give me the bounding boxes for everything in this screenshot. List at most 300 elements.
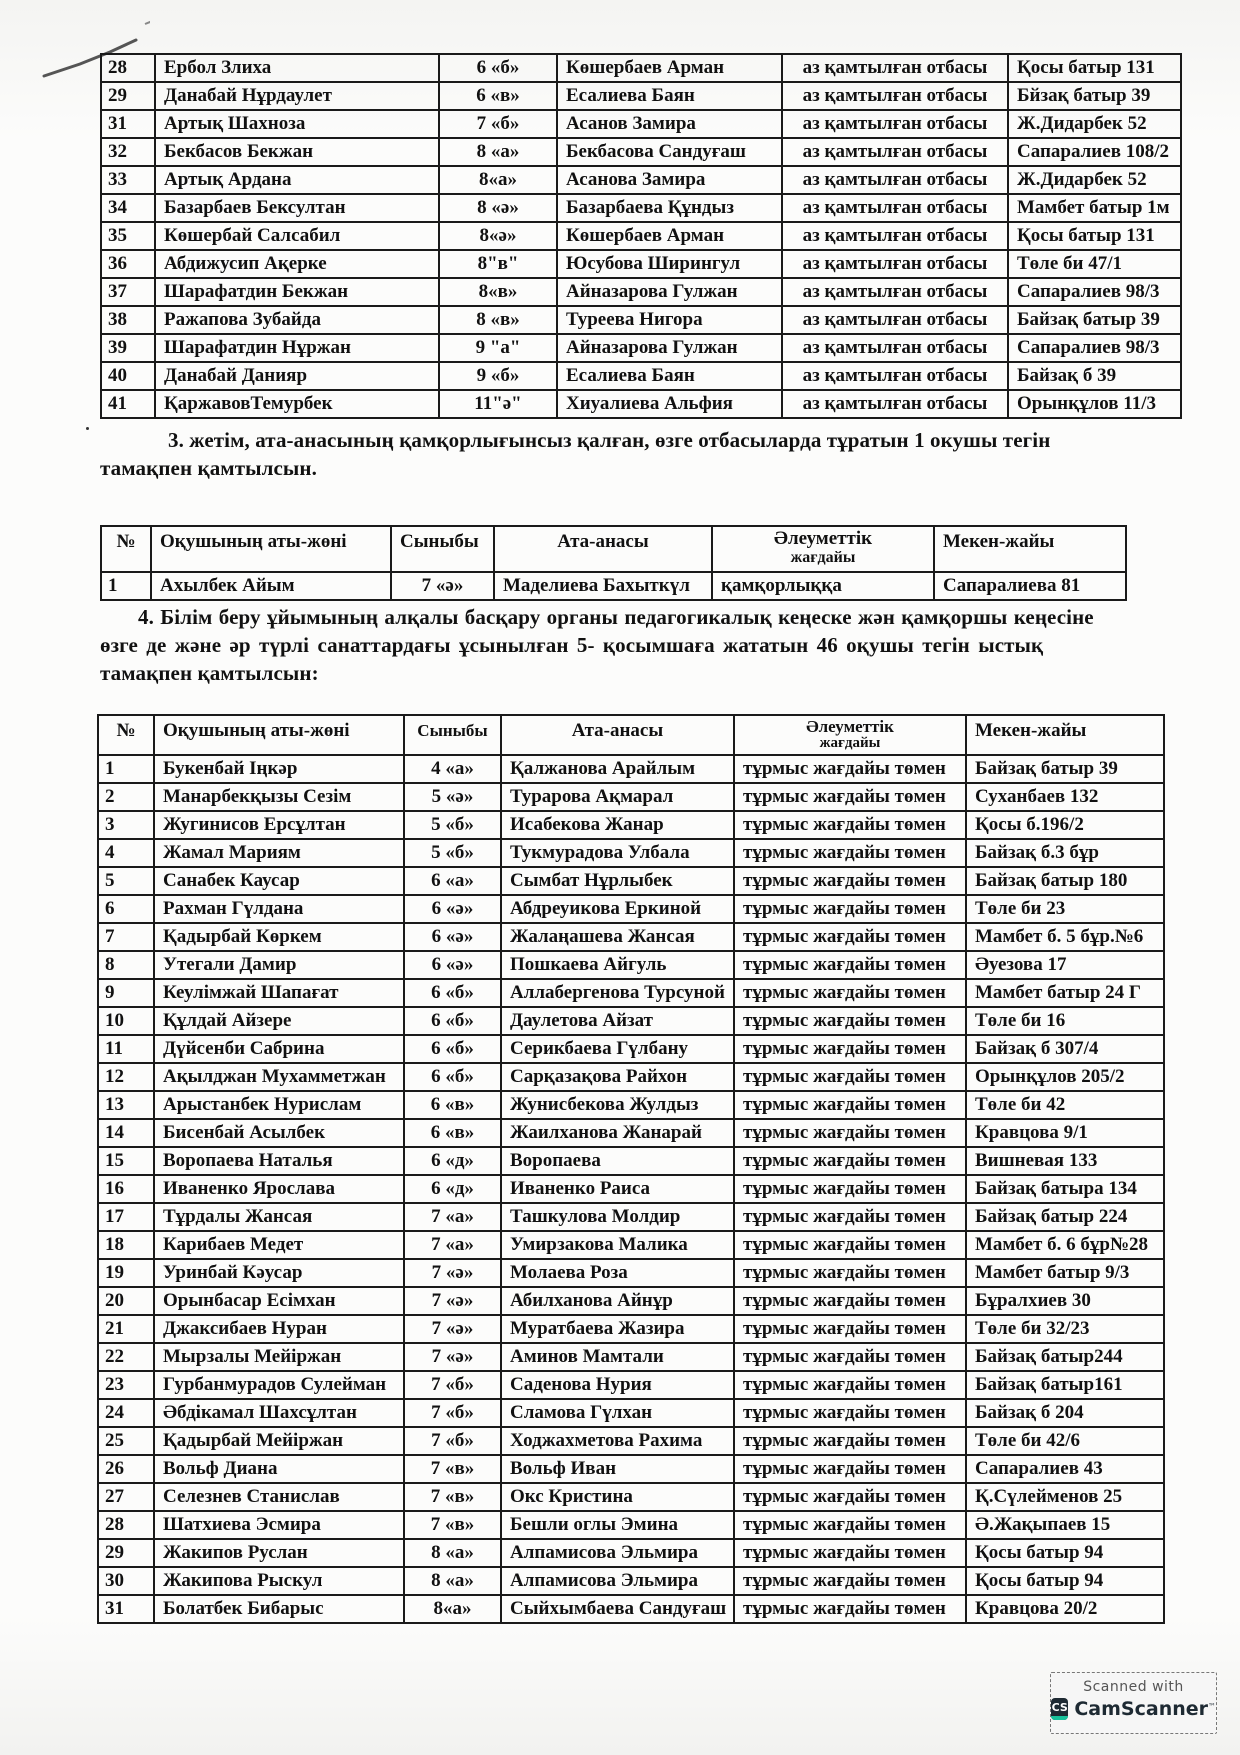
social-status-cell: тұрмыс жағдайы төмен [734,1287,966,1315]
social-status-cell: тұрмыс жағдайы төмен [734,923,966,951]
social-status-cell: тұрмыс жағдайы төмен [734,1259,966,1287]
student-name-cell: Шатхиева Эсмира [154,1511,404,1539]
address-cell: Қосы батыр 94 [966,1567,1164,1595]
social-status-cell: тұрмыс жағдайы төмен [734,1231,966,1259]
row-number-cell: 38 [101,306,155,334]
student-name-cell: Бекбасов Бекжан [155,138,439,166]
student-name-cell: Ербол Злиха [155,54,439,82]
social-status-cell: тұрмыс жағдайы төмен [734,839,966,867]
section-4-line-3: тамақпен қамтылсын: [100,661,319,685]
social-status-cell: қамқорлыққа [712,572,934,600]
parent-name-cell: Умирзакова Малика [501,1231,734,1259]
table-body [101,54,1181,418]
social-status-cell: тұрмыс жағдайы төмен [734,867,966,895]
row-number-cell: 33 [101,166,155,194]
row-number-cell: 28 [101,54,155,82]
class-grade-cell: 8 «а» [404,1567,501,1595]
social-status-cell: аз қамтылған отбасы [782,166,1008,194]
student-name-cell: Дүйсенби Сабрина [154,1035,404,1063]
class-grade-cell: 6 «ә» [404,923,501,951]
parent-name-cell: Сарқазақова Райхон [501,1063,734,1091]
parent-name-cell: Есалиева Баян [557,82,782,110]
row-number-cell: 35 [101,222,155,250]
row-number-cell: 14 [98,1119,154,1147]
table-header-row [101,526,1126,572]
address-cell: Сапаралиева 81 [934,572,1126,600]
parent-name-cell: Абилханова Айнұр [501,1287,734,1315]
table-row [98,1567,1164,1595]
parent-name-cell: Жаилханова Жанарай [501,1119,734,1147]
class-grade-cell: 7 «ә» [404,1315,501,1343]
address-cell: Мамбет б. 5 бұр.№6 [966,923,1164,951]
table-row [98,1399,1164,1427]
social-status-cell: аз қамтылған отбасы [782,138,1008,166]
watermark-caption: Scanned with [1083,1679,1184,1695]
address-cell: Орынқұлов 11/3 [1008,390,1181,418]
table-row [101,222,1181,250]
row-number-cell: 13 [98,1091,154,1119]
row-number-cell: 30 [98,1567,154,1595]
social-status-cell: аз қамтылған отбасы [782,390,1008,418]
table-body [98,755,1164,1623]
class-grade-cell: 6 «в» [404,1119,501,1147]
table-row [98,867,1164,895]
table-row [98,1539,1164,1567]
parent-name-cell: Алпамисова Эльмира [501,1539,734,1567]
parent-name-cell: Сыйхымбаева Сандуғаш [501,1595,734,1623]
student-name-cell: Ражапова Зубайда [155,306,439,334]
address-cell: Байзақ батыр 39 [966,755,1164,783]
table-body [101,572,1126,600]
parent-name-cell: Туреева Нигора [557,306,782,334]
student-name-cell: Шарафатдин Бекжан [155,278,439,306]
student-name-cell: Тұрдалы Жансая [154,1203,404,1231]
parent-name-cell: Сламова Гүлхан [501,1399,734,1427]
student-name-cell: Утегали Дамир [154,951,404,979]
table-row [98,755,1164,783]
student-name-cell: Санабек Каусар [154,867,404,895]
table-row [101,54,1181,82]
row-number-cell: 5 [98,867,154,895]
parent-name-cell: Абдреуикова Еркиной [501,895,734,923]
header-address: Мекен-жайы [934,526,1126,572]
student-name-cell: Жугинисов Ерсұлтан [154,811,404,839]
row-number-cell: 32 [101,138,155,166]
address-cell: Мамбет батыр 9/3 [966,1259,1164,1287]
table-row [98,1259,1164,1287]
class-grade-cell: 8 «а» [404,1539,501,1567]
header-no: № [101,526,151,572]
social-status-cell: аз қамтылған отбасы [782,306,1008,334]
class-grade-cell: 6 «б» [439,54,557,82]
parent-name-cell: Ташкулова Молдир [501,1203,734,1231]
social-status-cell: аз қамтылған отбасы [782,54,1008,82]
class-grade-cell: 7 «б» [439,110,557,138]
address-cell: Байзақ батыр 39 [1008,306,1181,334]
address-cell: Қосы батыр 131 [1008,222,1181,250]
table-row [101,390,1181,418]
class-grade-cell: 7 «б» [404,1427,501,1455]
table-row [98,1119,1164,1147]
parent-name-cell: Алпамисова Эльмира [501,1567,734,1595]
student-name-cell: ҚаржавовТемурбек [155,390,439,418]
social-status-cell: тұрмыс жағдайы төмен [734,1063,966,1091]
student-name-cell: Шарафатдин Нұржан [155,334,439,362]
table-row [98,1343,1164,1371]
social-status-cell: тұрмыс жағдайы төмен [734,811,966,839]
student-name-cell: Ахылбек Айым [151,572,391,600]
table-row [98,1315,1164,1343]
class-grade-cell: 8«а» [439,166,557,194]
student-name-cell: Бисенбай Асылбек [154,1119,404,1147]
row-number-cell: 1 [101,572,151,600]
table-row [98,923,1164,951]
row-number-cell: 29 [98,1539,154,1567]
parent-name-cell: Иваненко Раиса [501,1175,734,1203]
header-status-line2: жағдайы [819,735,881,751]
parent-name-cell: Воропаева [501,1147,734,1175]
student-name-cell: Қадырбай Мейіржан [154,1427,404,1455]
address-cell: Бұралхиев 30 [966,1287,1164,1315]
row-number-cell: 31 [101,110,155,138]
parent-name-cell: Молаева Роза [501,1259,734,1287]
social-status-cell: тұрмыс жағдайы төмен [734,1035,966,1063]
row-number-cell: 7 [98,923,154,951]
class-grade-cell: 7 «ә» [404,1287,501,1315]
row-number-cell: 23 [98,1371,154,1399]
table-row [98,1147,1164,1175]
class-grade-cell: 8"в" [439,250,557,278]
table-row [101,250,1181,278]
class-grade-cell: 11"ә" [439,390,557,418]
table-row [101,278,1181,306]
class-grade-cell: 9 "а" [439,334,557,362]
student-name-cell: Абдижусип Ақерке [155,250,439,278]
parent-name-cell: Айназарова Гулжан [557,278,782,306]
class-grade-cell: 8«а» [404,1595,501,1623]
social-status-cell: тұрмыс жағдайы төмен [734,1539,966,1567]
row-number-cell: 34 [101,194,155,222]
social-status-cell: тұрмыс жағдайы төмен [734,1343,966,1371]
address-cell: Төле би 23 [966,895,1164,923]
address-cell: Вишневая 133 [966,1147,1164,1175]
address-cell: Қосы батыр 131 [1008,54,1181,82]
class-grade-cell: 8 «ә» [439,194,557,222]
student-name-cell: Артық Шахноза [155,110,439,138]
social-status-cell: аз қамтылған отбасы [782,278,1008,306]
parent-name-cell: Жалаңашева Жансая [501,923,734,951]
parent-name-cell: Асанова Замира [557,166,782,194]
class-grade-cell: 5 «б» [404,811,501,839]
parent-name-cell: Бешли оглы Эмина [501,1511,734,1539]
class-grade-cell: 7 «в» [404,1483,501,1511]
row-number-cell: 18 [98,1231,154,1259]
parent-name-cell: Есалиева Баян [557,362,782,390]
table-row [101,334,1181,362]
section-3-line-1: 3. жетім, ата-анасының қамқорлығынсыз қалған, өзге отбасыларда тұратын 1 окушы тегін [168,428,1051,452]
class-grade-cell: 7 «а» [404,1203,501,1231]
social-status-cell: тұрмыс жағдайы төмен [734,1175,966,1203]
student-name-cell: Жамал Мариям [154,839,404,867]
student-name-cell: Карибаев Медет [154,1231,404,1259]
table-row [98,1175,1164,1203]
row-number-cell: 11 [98,1035,154,1063]
row-number-cell: 15 [98,1147,154,1175]
student-name-cell: Әбдікамал Шахсұлтан [154,1399,404,1427]
row-number-cell: 6 [98,895,154,923]
student-name-cell: Селезнев Станислав [154,1483,404,1511]
row-number-cell: 20 [98,1287,154,1315]
social-status-cell: тұрмыс жағдайы төмен [734,1371,966,1399]
address-cell: Сапаралиев 98/3 [1008,334,1181,362]
class-grade-cell: 4 «а» [404,755,501,783]
table-row [98,1483,1164,1511]
address-cell: Ж.Дидарбек 52 [1008,166,1181,194]
table-row [98,839,1164,867]
class-grade-cell: 8«в» [439,278,557,306]
table-row [98,1287,1164,1315]
table-row [101,572,1126,600]
parent-name-cell: Маделиева Бахыткүл [494,572,712,600]
social-status-cell: тұрмыс жағдайы төмен [734,1203,966,1231]
orphan-students-table [100,525,1127,601]
social-status-cell: тұрмыс жағдайы төмен [734,755,966,783]
row-number-cell: 10 [98,1007,154,1035]
address-cell: Қосы б.196/2 [966,811,1164,839]
parent-name-cell: Ходжахметова Рахима [501,1427,734,1455]
address-cell: Бйзақ батыр 39 [1008,82,1181,110]
address-cell: Байзақ батыра 134 [966,1175,1164,1203]
table-row [101,306,1181,334]
social-status-cell: тұрмыс жағдайы төмен [734,1315,966,1343]
student-name-cell: Мырзалы Мейіржан [154,1343,404,1371]
address-cell: Байзақ б 307/4 [966,1035,1164,1063]
address-cell: Мамбет батыр 24 Г [966,979,1164,1007]
class-grade-cell: 6 «ә» [404,895,501,923]
student-name-cell: Рахман Гүлдана [154,895,404,923]
row-number-cell: 36 [101,250,155,278]
student-name-cell: Болатбек Бибарыс [154,1595,404,1623]
parent-name-cell: Юсубова Ширингул [557,250,782,278]
class-grade-cell: 7 «ә» [391,572,494,600]
header-name: Оқушының аты-жөні [154,715,404,755]
table-row [98,1035,1164,1063]
social-status-cell: аз қамтылған отбасы [782,250,1008,278]
student-name-cell: Ақылджан Мухамметжан [154,1063,404,1091]
class-grade-cell: 6 «ә» [404,951,501,979]
address-cell: Сапаралиев 43 [966,1455,1164,1483]
table-row [98,1427,1164,1455]
class-grade-cell: 8«ә» [439,222,557,250]
address-cell: Байзақ б 204 [966,1399,1164,1427]
address-cell: Кравцова 9/1 [966,1119,1164,1147]
student-name-cell: Иваненко Ярослава [154,1175,404,1203]
parent-name-cell: Саденова Нурия [501,1371,734,1399]
row-number-cell: 28 [98,1511,154,1539]
row-number-cell: 9 [98,979,154,1007]
student-name-cell: Манарбекқызы Сезім [154,783,404,811]
address-cell: Орынқұлов 205/2 [966,1063,1164,1091]
row-number-cell: 21 [98,1315,154,1343]
class-grade-cell: 8 «а» [439,138,557,166]
social-status-cell: тұрмыс жағдайы төмен [734,895,966,923]
section-4-paragraph [100,603,1148,687]
student-name-cell: Джаксибаев Нуран [154,1315,404,1343]
table-row [98,1231,1164,1259]
social-status-cell: аз қамтылған отбасы [782,334,1008,362]
header-status-line1: Әлеуметтік [773,528,873,549]
student-name-cell: Жакипова Рыскул [154,1567,404,1595]
parent-name-cell: Турарова Ақмарал [501,783,734,811]
social-status-cell: тұрмыс жағдайы төмен [734,1091,966,1119]
social-status-cell: тұрмыс жағдайы төмен [734,1455,966,1483]
section-4-line-1: 4. Білім беру ұйымының алқалы басқару органы педагогикалық кеңеске жән қамқоршы кеңесіне [138,605,1094,629]
address-cell: Мамбет батыр 1м [1008,194,1181,222]
row-number-cell: 29 [101,82,155,110]
header-status-line1: Әлеуметтік [806,717,894,736]
student-name-cell: Артық Ардана [155,166,439,194]
class-grade-cell: 7 «а» [404,1231,501,1259]
parent-name-cell: Серикбаева Гүлбану [501,1035,734,1063]
camscanner-watermark [1050,1672,1217,1734]
address-cell: Байзақ б.3 бұр [966,839,1164,867]
table-row [101,194,1181,222]
student-name-cell: Арыстанбек Нурислам [154,1091,404,1119]
header-status [712,526,934,572]
class-grade-cell: 5 «б» [404,839,501,867]
address-cell: Сапаралиев 98/3 [1008,278,1181,306]
camscanner-logo-icon: CS [1051,1698,1068,1720]
row-number-cell: 26 [98,1455,154,1483]
parent-name-cell: Сымбат Нұрлыбек [501,867,734,895]
watermark-brand: CamScanner [1074,1698,1208,1720]
parent-name-cell: Аминов Мамтали [501,1343,734,1371]
header-parent: Ата-анасы [501,715,734,755]
table-row [101,362,1181,390]
row-number-cell: 3 [98,811,154,839]
row-number-cell: 12 [98,1063,154,1091]
class-grade-cell: 9 «б» [439,362,557,390]
parent-name-cell: Пошкаева Айгуль [501,951,734,979]
class-grade-cell: 7 «в» [404,1455,501,1483]
table-row [98,1455,1164,1483]
table-row [98,895,1164,923]
class-grade-cell: 7 «в» [404,1511,501,1539]
social-status-cell: тұрмыс жағдайы төмен [734,1147,966,1175]
header-status-line2: жағдайы [790,549,856,566]
address-cell: Сапаралиев 108/2 [1008,138,1181,166]
address-cell: Байзақ батыр161 [966,1371,1164,1399]
student-name-cell: Қадырбай Көркем [154,923,404,951]
table-row [101,166,1181,194]
address-cell: Қ.Сүлейменов 25 [966,1483,1164,1511]
table-row [98,1203,1164,1231]
table-row [98,1511,1164,1539]
trademark-symbol: ™ [1208,1702,1216,1711]
address-cell: Кравцова 20/2 [966,1595,1164,1623]
row-number-cell: 17 [98,1203,154,1231]
row-number-cell: 19 [98,1259,154,1287]
table-row [98,1595,1164,1623]
row-number-cell: 27 [98,1483,154,1511]
address-cell: Төле би 42/6 [966,1427,1164,1455]
student-name-cell: Көшербай Салсабил [155,222,439,250]
address-cell: Қосы батыр 94 [966,1539,1164,1567]
student-name-cell: Данабай Нұрдаулет [155,82,439,110]
address-cell: Төле би 16 [966,1007,1164,1035]
row-number-cell: 2 [98,783,154,811]
social-status-cell: тұрмыс жағдайы төмен [734,951,966,979]
address-cell: Төле би 42 [966,1091,1164,1119]
section-3-paragraph [100,426,1140,482]
student-name-cell: Кеулімжай Шапағат [154,979,404,1007]
parent-name-cell: Қалжанова Арайлым [501,755,734,783]
row-number-cell: 1 [98,755,154,783]
section-4-line-2: өзге де және әр түрлі санаттардағы ұсынылған 5- қосымшаға жататын 46 оқушы тегін ыстық [100,633,1044,657]
social-status-cell: аз қамтылған отбасы [782,362,1008,390]
class-grade-cell: 6 «б» [404,1035,501,1063]
table-row [98,1091,1164,1119]
student-name-cell: Вольф Диана [154,1455,404,1483]
student-name-cell: Орынбасар Есімхан [154,1287,404,1315]
parent-name-cell: Окс Кристина [501,1483,734,1511]
student-name-cell: Базарбаев Бексултан [155,194,439,222]
address-cell: Мамбет б. 6 бұр№28 [966,1231,1164,1259]
parent-name-cell: Аллабергенова Турсуной [501,979,734,1007]
social-status-cell: аз қамтылған отбасы [782,194,1008,222]
address-cell: Ж.Дидарбек 52 [1008,110,1181,138]
row-number-cell: 40 [101,362,155,390]
row-number-cell: 25 [98,1427,154,1455]
student-name-cell: Уринбай Кәусар [154,1259,404,1287]
address-cell: Төле би 47/1 [1008,250,1181,278]
student-name-cell: Данабай Данияр [155,362,439,390]
social-status-cell: тұрмыс жағдайы төмен [734,783,966,811]
table-row [98,1063,1164,1091]
row-number-cell: 16 [98,1175,154,1203]
parent-name-cell: Айназарова Гулжан [557,334,782,362]
header-address: Мекен-жайы [966,715,1164,755]
header-no: № [98,715,154,755]
low-income-students-table [100,53,1182,419]
table-header-row [98,715,1164,755]
row-number-cell: 8 [98,951,154,979]
class-grade-cell: 5 «ә» [404,783,501,811]
header-name: Оқушының аты-жөні [151,526,391,572]
class-grade-cell: 7 «б» [404,1399,501,1427]
row-number-cell: 39 [101,334,155,362]
class-grade-cell: 6 «б» [404,1063,501,1091]
class-grade-cell: 6 «в» [404,1091,501,1119]
social-status-cell: тұрмыс жағдайы төмен [734,1511,966,1539]
social-status-cell: тұрмыс жағдайы төмен [734,1567,966,1595]
table-row [98,1007,1164,1035]
parent-name-cell: Муратбаева Жазира [501,1315,734,1343]
address-cell: Байзақ батыр 224 [966,1203,1164,1231]
table-row [101,110,1181,138]
student-name-cell: Гурбанмурадов Сулейман [154,1371,404,1399]
header-status [734,715,966,755]
social-status-cell: тұрмыс жағдайы төмен [734,1007,966,1035]
social-status-cell: тұрмыс жағдайы төмен [734,1119,966,1147]
class-grade-cell: 6 «д» [404,1175,501,1203]
parent-name-cell: Көшербаев Арман [557,54,782,82]
social-status-cell: тұрмыс жағдайы төмен [734,979,966,1007]
table-row [98,783,1164,811]
row-number-cell: 22 [98,1343,154,1371]
table-row [101,82,1181,110]
class-grade-cell: 6 «а» [404,867,501,895]
